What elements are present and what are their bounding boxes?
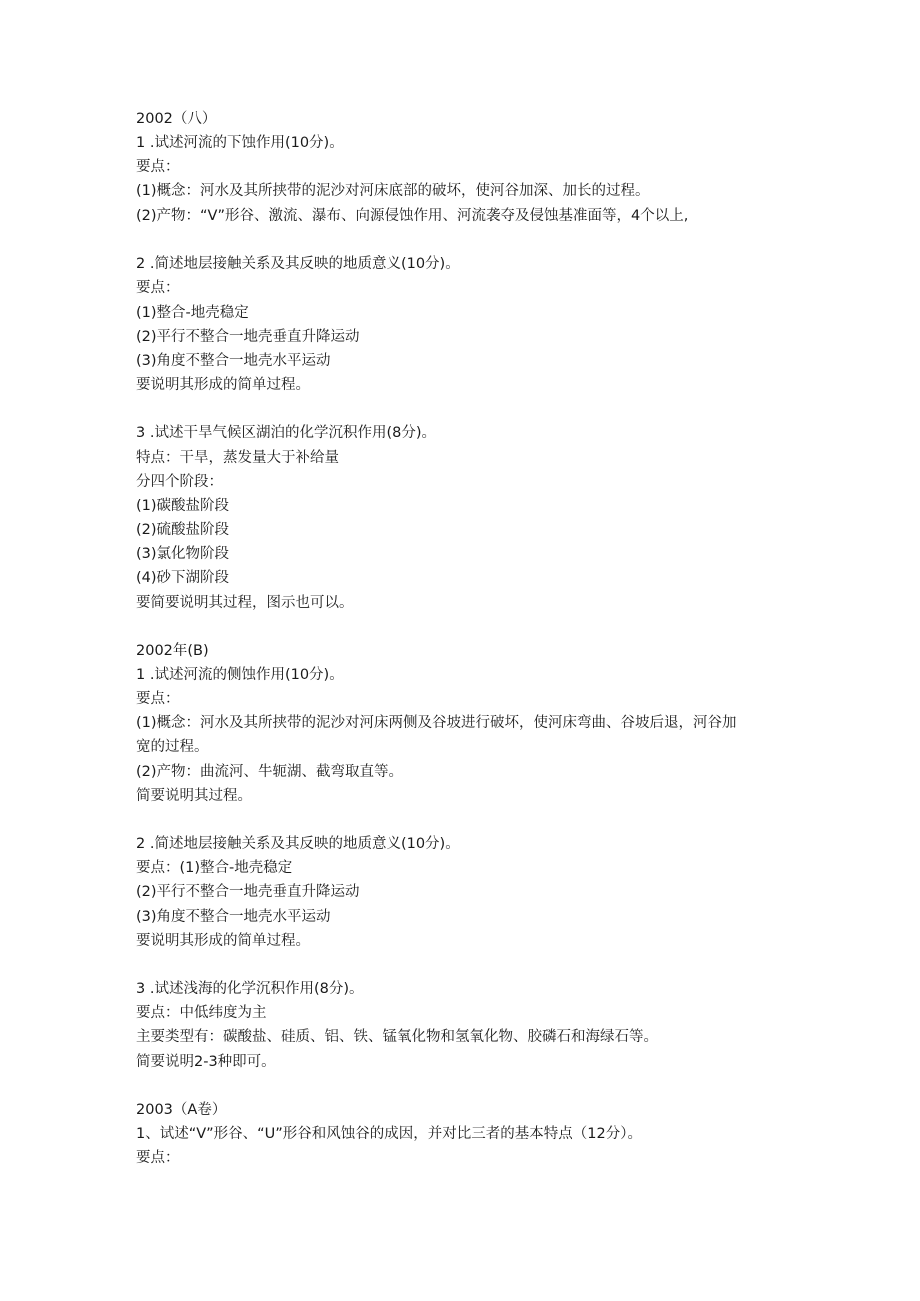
answer-point: (3)角度不整合一地壳水平运动 — [136, 909, 331, 925]
answer-point: (2)平行不整合一地壳垂直升降运动 — [136, 884, 360, 900]
answer-point: 要点：中低纬度为主 — [136, 1005, 267, 1021]
answer-point: (2)平行不整合一地壳垂直升降运动 — [136, 329, 360, 345]
answer-point: (1)整合-地壳稳定 — [136, 305, 249, 321]
answer-label: 要点： — [136, 1150, 180, 1166]
answer-point: (4)砂下湖阶段 — [136, 570, 230, 586]
question: 3 .试述干旱气候区湖泊的化学沉积作用(8分)。 — [136, 425, 436, 441]
answer-point: (3)氯化物阶段 — [136, 546, 230, 562]
section-heading: 2002年(B) — [136, 643, 209, 659]
answer-note: 要说明其形成的简单过程。 — [136, 377, 310, 393]
section-heading: 2003（A卷） — [136, 1102, 227, 1118]
answer-label: 要点： — [136, 159, 180, 175]
answer-point: (1)概念：河水及其所挟带的泥沙对河床底部的破坏，使河谷加深、加长的过程。 — [136, 183, 650, 199]
question: 1、试述“V”形谷、“U”形谷和风蚀谷的成因，并对比三者的基本特点（12分）。 — [136, 1126, 643, 1142]
question: 1 .试述河流的下蚀作用(10分)。 — [136, 135, 344, 151]
question: 3 .试述浅海的化学沉积作用(8分)。 — [136, 981, 364, 997]
answer-point: (2)硫酸盐阶段 — [136, 522, 230, 538]
section-heading: 2002（八） — [136, 111, 217, 127]
answer-point: 特点：干旱，蒸发量大于补给量 — [136, 450, 339, 466]
answer-point: 要点：(1)整合-地壳稳定 — [136, 860, 293, 876]
question: 1 .试述河流的侧蚀作用(10分)。 — [136, 667, 344, 683]
answer-point: 主要类型有：碳酸盐、硅质、铝、铁、锰氧化物和氢氧化物、胶磷石和海绿石等。 — [136, 1029, 658, 1045]
answer-point: (2)产物：“V”形谷、激流、瀑布、向源侵蚀作用、河流袭夺及侵蚀基准面等，4个以上, — [136, 208, 689, 224]
answer-label: 要点： — [136, 280, 180, 296]
answer-point: 宽的过程。 — [136, 739, 209, 755]
answer-note: 简要说明2-3种即可。 — [136, 1054, 276, 1070]
question: 2 .简述地层接触关系及其反映的地质意义(10分)。 — [136, 256, 460, 272]
answer-point: (3)角度不整合一地壳水平运动 — [136, 353, 331, 369]
answer-point: (1)概念：河水及其所挟带的泥沙对河床两侧及谷坡进行破坏，使河床弯曲、谷坡后退，河谷加 — [136, 715, 737, 731]
answer-note: 要简要说明其过程，图示也可以。 — [136, 595, 354, 611]
answer-point: (2)产物：曲流河、牛轭湖、截弯取直等。 — [136, 764, 404, 780]
answer-point: (1)碳酸盐阶段 — [136, 498, 230, 514]
answer-label: 要点： — [136, 691, 180, 707]
answer-point: 分四个阶段： — [136, 474, 223, 490]
answer-note: 简要说明其过程。 — [136, 788, 252, 804]
question: 2 .简述地层接触关系及其反映的地质意义(10分)。 — [136, 836, 460, 852]
answer-note: 要说明其形成的简单过程。 — [136, 933, 310, 949]
